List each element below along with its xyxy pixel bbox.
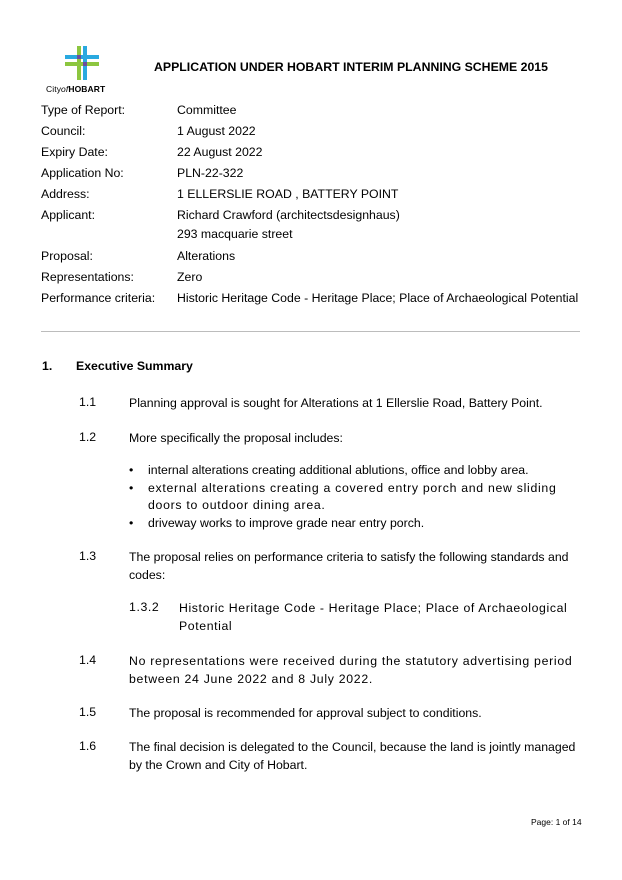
- detail-row-address: [41, 184, 601, 205]
- detail-value: Alterations: [177, 249, 236, 263]
- item-text: The proposal is recommended for approval subject to conditions.: [129, 706, 482, 720]
- item-text: Planning approval is sought for Alterations at 1 Ellerslie Road, Battery Point.: [129, 396, 543, 410]
- item-text: More specifically the proposal includes:: [129, 431, 343, 445]
- detail-value: PLN-22-322: [177, 166, 244, 180]
- bullet-icon: •: [129, 515, 134, 530]
- detail-row-applicant: [41, 205, 601, 243]
- item-number: 1.3: [79, 549, 97, 563]
- item-number: 1.6: [79, 739, 97, 753]
- application-details: [41, 100, 601, 309]
- bullet-icon: •: [129, 480, 135, 495]
- detail-row-council: [41, 121, 601, 142]
- detail-label: Application No:: [41, 166, 124, 180]
- section-number: 1.: [42, 359, 53, 373]
- item-text: No representations were received during the statutory advertising period between 24 June 2022 and 8 July 2022.: [129, 654, 573, 686]
- list-item: [129, 462, 581, 480]
- detail-row-performance-criteria: [41, 288, 601, 309]
- detail-label: Expiry Date:: [41, 145, 108, 159]
- detail-value: 1 ELLERSLIE ROAD , BATTERY POINT: [177, 187, 399, 201]
- section-title: Executive Summary: [76, 359, 193, 373]
- proposal-bullet-list: [129, 462, 581, 532]
- list-item-text: external alterations creating a covered entry porch and new sliding doors to outdoor dining area.: [148, 480, 557, 512]
- list-item-text: internal alterations creating additional ablutions, office and lobby area.: [148, 463, 529, 477]
- logo-wordmark: CityofHOBART: [46, 84, 106, 94]
- bullet-icon: •: [129, 463, 134, 477]
- detail-label: Council:: [41, 124, 86, 138]
- detail-value: 22 August 2022: [177, 145, 263, 159]
- detail-row-type: [41, 100, 601, 121]
- item-number: 1.5: [79, 705, 97, 719]
- item-number: 1.1: [79, 395, 97, 409]
- detail-row-expiry: [41, 142, 601, 163]
- detail-value: Historic Heritage Code - Heritage Place; Place of Archaeological Potential: [177, 291, 579, 305]
- detail-label: Address:: [41, 187, 90, 201]
- detail-label: Representations:: [41, 270, 134, 284]
- detail-label: Applicant:: [41, 208, 96, 222]
- detail-label: Proposal:: [41, 249, 93, 263]
- detail-value: 1 August 2022: [177, 124, 256, 138]
- item-number: 1.2: [79, 430, 97, 444]
- divider: [41, 331, 580, 332]
- list-item: [129, 515, 581, 533]
- item-text: The proposal relies on performance criteria to satisfy the following standards and codes:: [129, 550, 569, 582]
- item-text: The final decision is delegated to the Council, because the land is jointly managed by the Crown and City of Hobart.: [129, 740, 576, 772]
- sub-item-text: Historic Heritage Code - Heritage Place; Place of Archaeological Potential: [179, 601, 568, 633]
- list-item-text: driveway works to improve grade near entry porch.: [148, 515, 425, 530]
- applicant-name: Richard Crawford (architectsdesignhaus): [177, 208, 400, 222]
- city-logo-icon: [64, 46, 100, 80]
- detail-row-proposal: [41, 246, 601, 267]
- city-of-hobart-logo: [44, 46, 124, 98]
- sub-item-number: 1.3.2: [129, 600, 160, 614]
- detail-row-representations: [41, 267, 601, 288]
- page-title: APPLICATION UNDER HOBART INTERIM PLANNING SCHEME 2015: [154, 60, 548, 74]
- list-item: [129, 480, 581, 515]
- detail-label: Type of Report:: [41, 103, 126, 117]
- page-number: Page: 1 of 14: [531, 817, 582, 827]
- detail-value: [177, 205, 601, 243]
- detail-value: Zero: [177, 270, 203, 284]
- detail-label: Performance criteria:: [41, 291, 156, 305]
- applicant-address: 293 macquarie street: [177, 227, 293, 241]
- item-number: 1.4: [79, 653, 97, 667]
- detail-value: Committee: [177, 103, 237, 117]
- detail-row-application-no: [41, 163, 601, 184]
